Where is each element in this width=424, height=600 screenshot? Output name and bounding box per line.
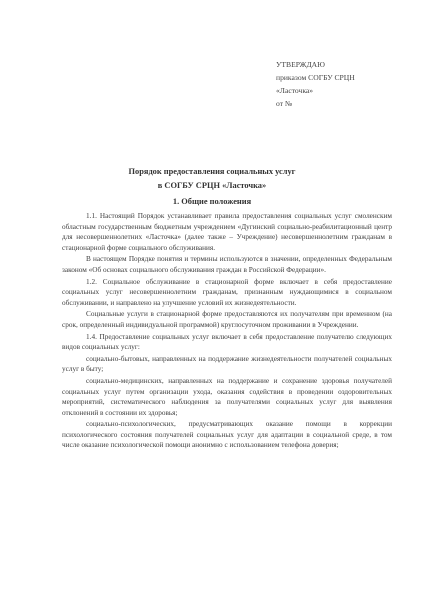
approval-heading: УТВЕРЖДАЮ [276,60,325,69]
paragraph: Социальные услуги в стационарной форме предоставляются их получателям при временном (на срок, определенный индивидуальной программой) круглосуточном проживании в Учреждении. [62,310,392,329]
approval-order-line: приказом СОГБУ СРЦН [276,73,355,82]
paragraph: 1.4. Предоставление социальных услуг включает в себя предоставление получателю следующих видов социальных услуг: [62,332,392,352]
paragraph: социально-медицинских, направленных на поддержание и сохранение здоровья получателей социальных услуг путем организации ухода, оказания содействия в проведении оздоровительных мероприятий, систематического наблюдения за получателями социальных услуг для выявления отклонений в состоянии их здоровья; [62,376,392,417]
paragraph: В настоящем Порядке понятия и термины используются в значении, определенных Федеральным законом «Об основах социального обслуживания граждан в Российской Федерации». [62,255,392,274]
document-title-line-1: Порядок предоставления социальных услуг [128,167,296,176]
document-body [62,211,392,591]
approval-stamp-block [276,58,416,110]
paragraph: 1.1. Настоящий Порядок устанавливает правила предоставления социальных услуг смоленским областным государственным бюджетным учреждением «Дугинский социально-реабилитационный центр для несовершеннолетних «Ласточка» (далее также – Учреждение) несовершеннолетним гражданам в стационарной форме социального обслуживания. [62,212,392,252]
paragraph: социально-бытовых, направленных на поддержание жизнедеятельности получателей социальных услуг в быту; [62,354,392,374]
approval-organization-line: «Ласточка» [276,86,314,95]
document-title-line-2: в СОГБУ СРЦН «Ласточка» [157,181,267,190]
approval-date-line: от № [276,99,293,108]
paragraph: 1.2. Социальное обслуживание в стационарной форме включает в себя предоставление социальных услуг несовершеннолетним гражданам, признанным нуждающимися в социальном обслуживании, и направлено на улучшение условий их жизнедеятельности. [62,277,392,307]
section-heading: 1. Общие положения [172,197,252,206]
paragraph: социально-психологических, предусматривающих оказание помощи в коррекции психологического состояния получателей социальных услуг для адаптации в социальной среде, в том числе оказание психологической помощи анонимно с использованием телефона доверия; [62,420,392,450]
